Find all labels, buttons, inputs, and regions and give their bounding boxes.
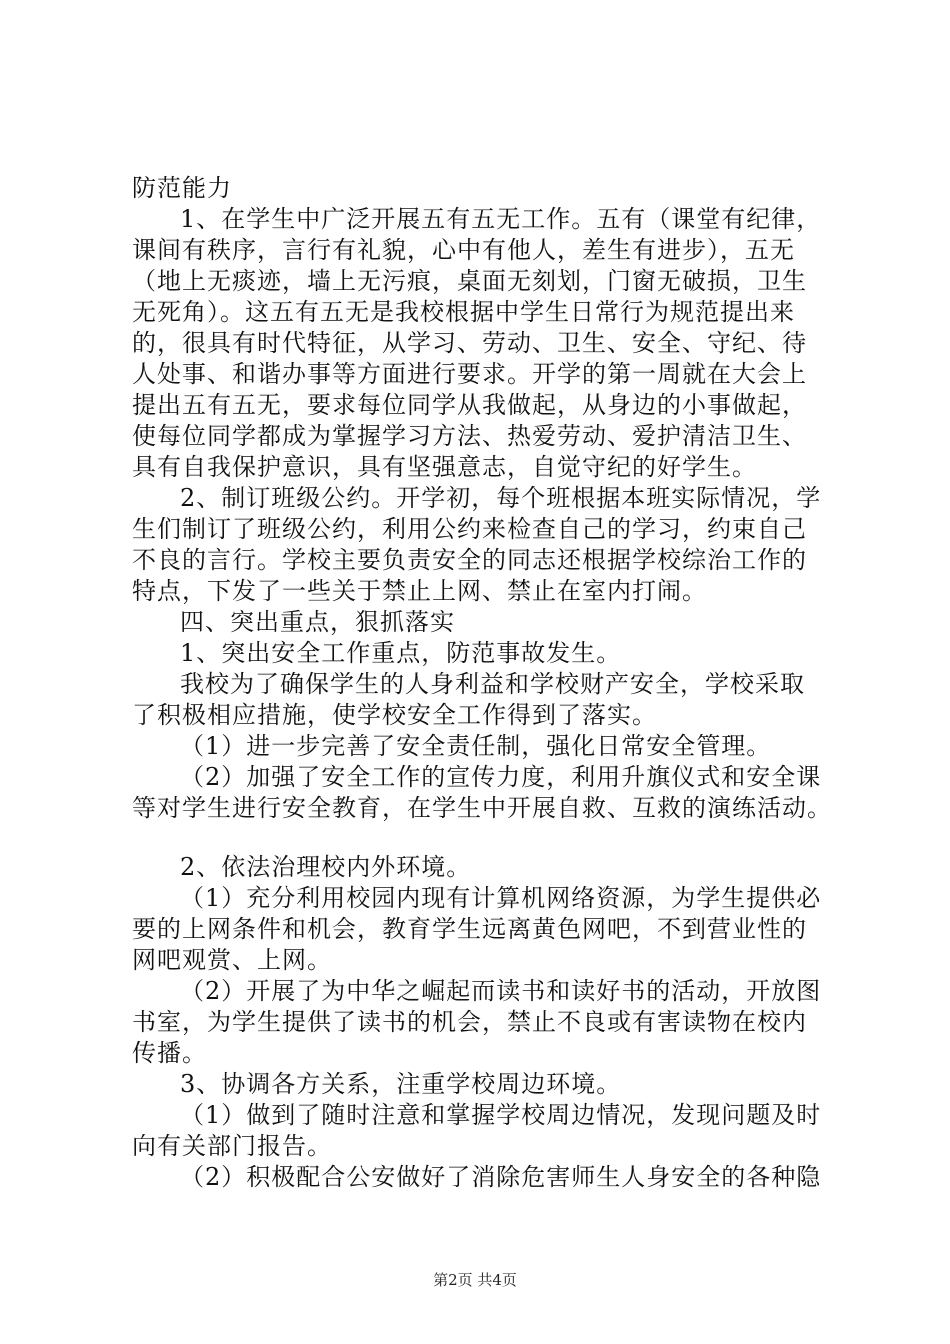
text-line: 无死角）。这五有五无是我校根据中学生日常行为规范提出来: [132, 298, 795, 326]
text-line: 要的上网条件和机会，教育学生远离黄色网吧，不到营业性的: [132, 915, 807, 943]
list-item: （2）加强了安全工作的宣传力度，利用升旗仪式和安全课: [180, 763, 822, 791]
text-line: 书室，为学生提供了读书的机会，禁止不良或有害读物在校内: [132, 1008, 807, 1036]
text-line: 人处事、和谐办事等方面进行要求。开学的第一周就在大会上: [132, 360, 807, 388]
list-item: （1）充分利用校园内现有计算机网络资源，为学生提供必: [180, 884, 822, 912]
list-item: （1）做到了随时注意和掌握学校周边情况，发现问题及时: [180, 1101, 822, 1129]
text-line: 网吧观赏、上网。: [132, 946, 332, 974]
text-line: 了积极相应措施，使学校安全工作得到了落实。: [132, 701, 657, 729]
text-line: 2、制订班级公约。开学初，每个班根据本班实际情况，学: [180, 484, 822, 512]
section-heading: 四、突出重点，狠抓落实: [180, 608, 455, 636]
text-line: （地上无痰迹，墙上无污痕，桌面无刻划，门窗无破损，卫生: [132, 267, 807, 295]
list-item: （2）积极配合公安做好了消除危害师生人身安全的各种隐: [180, 1163, 822, 1191]
text-line: 的，很具有时代特征，从学习、劳动、卫生、安全、守纪、待: [132, 329, 807, 357]
text-line: 特点，下发了一些关于禁止上网、禁止在室内打闹。: [132, 577, 707, 605]
page-number-footer: 第2页 共4页: [433, 1271, 517, 1289]
text-line: 生们制订了班级公约，利用公约来检查自己的学习，约束自己: [132, 515, 807, 543]
text-line: 使每位同学都成为掌握学习方法、热爱劳动、爱护清洁卫生、: [132, 422, 807, 450]
text-line: 课间有秩序，言行有礼貌，心中有他人，差生有进步），五无: [132, 236, 795, 264]
text-line: 我校为了确保学生的人身利益和学校财产安全，学校采取: [180, 670, 805, 698]
text-line: 不良的言行。学校主要负责安全的同志还根据学校综治工作的: [132, 546, 807, 574]
text-line: 传播。: [132, 1039, 207, 1067]
text-line: 具有自我保护意识，具有坚强意志，自觉守纪的好学生。: [132, 453, 757, 481]
subsection-heading: 3、协调各方关系，注重学校周边环境。: [180, 1070, 622, 1098]
list-item: （2）开展了为中华之崛起而读书和读好书的活动，开放图: [180, 977, 822, 1005]
text-line: 提出五有五无，要求每位同学从我做起，从身边的小事做起，: [132, 391, 807, 419]
subsection-heading: 1、突出安全工作重点，防范事故发生。: [180, 639, 622, 667]
list-item: （1）进一步完善了安全责任制，强化日常安全管理。: [180, 732, 772, 760]
text-line: 1、在学生中广泛开展五有五无工作。五有（课堂有纪律，: [180, 205, 822, 233]
text-line: 等对学生进行安全教育，在学生中开展自救、互救的演练活动。: [132, 794, 832, 822]
text-line: 防范能力: [132, 174, 232, 202]
text-line: 向有关部门报告。: [132, 1132, 332, 1160]
subsection-heading: 2、依法治理校内外环境。: [180, 853, 472, 881]
